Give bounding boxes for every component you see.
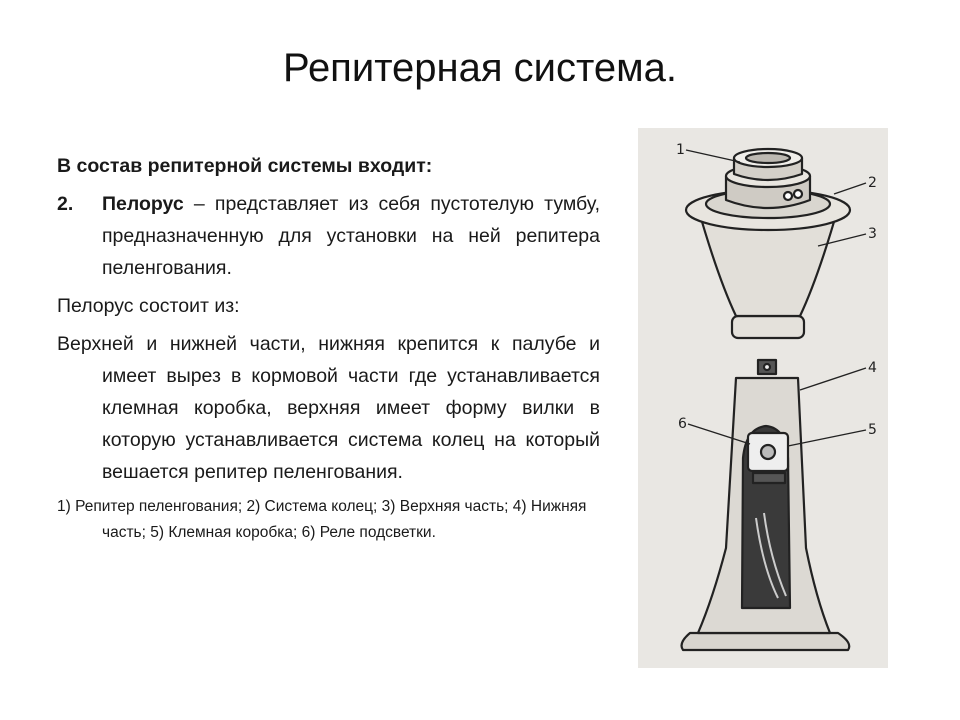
figure-label-4: 4 [868,360,877,376]
item-text: – представляет из себя пустотелую тумбу, предназначенную для установки на ней репитера пеленгования. [102,193,600,279]
item-term: Пелорус [102,193,184,215]
numbered-item [57,188,600,284]
figure-label-1: 1 [676,142,685,158]
item-number: 2. [57,193,74,215]
figure-label-2: 2 [868,175,877,191]
description-paragraph: Верхней и нижней части, нижняя крепится к палубе и имеет вырез в кормовой части где устанавливается клемная коробка, верхняя имеет форму вилки в которую устанавливается система колец на который вешается репитер пеленгования. [57,333,600,483]
item-body [102,188,600,284]
figure-label-5: 5 [868,422,877,438]
text-content [57,150,600,562]
pelorus-drawing [638,128,888,668]
figure-label-3: 3 [868,226,877,242]
slide-title: Репитерная система. [283,46,677,90]
figure-label-6: 6 [678,416,687,432]
pelorus-figure [638,128,888,668]
figure-caption: 1) Репитер пеленгования; 2) Система колец; 3) Верхняя часть; 4) Нижняя часть; 5) Клемная коробка; 6) Реле подсветки. [57,498,587,541]
consists-line: Пелорус состоит из: [57,295,240,317]
intro-heading: В состав репитерной системы входит: [57,155,433,177]
